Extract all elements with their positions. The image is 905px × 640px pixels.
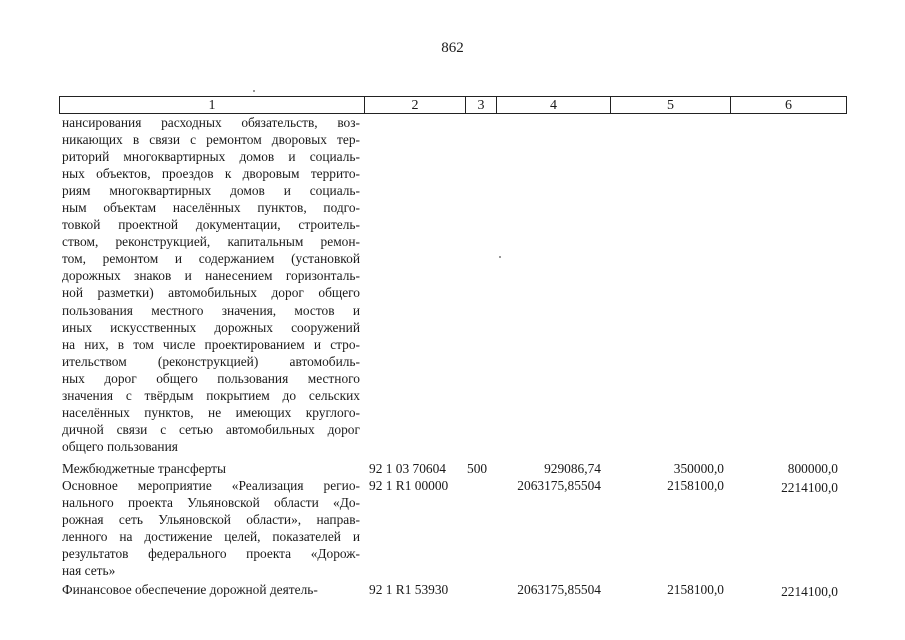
row-main-col5: 2158100,0 xyxy=(667,478,724,493)
row-finance-code: 92 1 R1 53930 xyxy=(369,582,449,597)
row-main-name xyxy=(62,477,360,579)
text-line: населённых пунктов, не имеющих круглого- xyxy=(62,404,360,420)
text-line: значения с твёрдым покрытием до сельских xyxy=(62,387,360,403)
row-transfers-col5: 350000,0 xyxy=(673,461,724,476)
text-line: ленного на достижение целей, показателей и xyxy=(62,529,360,545)
header-col-1: 1 xyxy=(60,97,365,113)
row-transfers-vr: 500 xyxy=(467,461,488,476)
scan-speck xyxy=(499,256,501,258)
text-line: общего пользования xyxy=(62,438,178,454)
page-number: 862 xyxy=(441,40,464,56)
scan-speck xyxy=(253,90,255,92)
text-line: результатов федерального проекта «Дорож- xyxy=(62,546,360,562)
text-line: дорожных знаков и нанесением горизонталь- xyxy=(62,268,360,284)
row-finance-name xyxy=(62,581,360,598)
text-line: ительством (реконструкцией) автомобиль- xyxy=(62,353,360,369)
row-label: Межбюджетные трансферты xyxy=(62,461,226,476)
row-transfers-col6: 800000,0 xyxy=(787,461,838,476)
text-line: рожная сеть Ульяновской области», направ- xyxy=(62,512,360,528)
row-transfers-code: 92 1 03 70604 xyxy=(369,461,446,476)
row-transfers-col4: 929086,74 xyxy=(544,461,601,476)
row-finance-col6: 2214100,0 xyxy=(781,584,838,599)
text-line: пользования местного значения, мостов и xyxy=(62,302,360,318)
header-col-5: 5 xyxy=(611,97,731,113)
text-line: риям многоквартирных домов и социаль- xyxy=(62,183,360,199)
text-line: ной разметки) автомобильных дорог общего xyxy=(62,285,360,301)
text-line: Основное мероприятие «Реализация регио- xyxy=(62,478,360,493)
continuation-description xyxy=(62,114,360,455)
row-label: Финансовое обеспечение дорожной деятель- xyxy=(62,582,318,597)
text-line: товкой проектной документации, строитель- xyxy=(62,217,360,233)
text-line: ным объектам населённых пунктов, подго- xyxy=(62,200,360,216)
header-col-2: 2 xyxy=(365,97,466,113)
text-line: ных дорог общего пользования местного xyxy=(62,370,360,386)
header-col-6: 6 xyxy=(785,98,792,113)
text-line: никающих в связи с ремонтом дворовых тер- xyxy=(62,132,360,148)
row-transfers-name xyxy=(62,460,360,477)
row-main-col4: 2063175,85504 xyxy=(517,478,601,493)
text-line: иных искусственных дорожных сооружений xyxy=(62,319,360,335)
text-line: нального проекта Ульяновской области «До- xyxy=(62,495,360,511)
header-col-3: 3 xyxy=(466,97,497,113)
text-line: на них, в том числе проектированием и стро- xyxy=(62,336,360,352)
text-line: дичной связи с сетью автомобильных дорог xyxy=(62,421,360,437)
text-line: нансирования расходных обязательств, воз- xyxy=(62,115,360,130)
text-line: ством, реконструкцией, капитальным ремон- xyxy=(62,234,360,250)
table-header xyxy=(59,96,847,114)
text-line: ных объектов, проездов к дворовым террито- xyxy=(62,166,360,182)
row-main-code: 92 1 R1 00000 xyxy=(369,478,449,493)
text-line: том, ремонтом и содержанием (установкой xyxy=(62,251,360,267)
row-finance-col4: 2063175,85504 xyxy=(517,582,601,597)
text-line: риторий многоквартирных домов и социаль- xyxy=(62,149,360,165)
header-col-4: 4 xyxy=(497,97,611,113)
text-line: ная сеть» xyxy=(62,563,116,579)
row-finance-col5: 2158100,0 xyxy=(667,582,724,597)
row-main-col6: 2214100,0 xyxy=(781,480,838,495)
